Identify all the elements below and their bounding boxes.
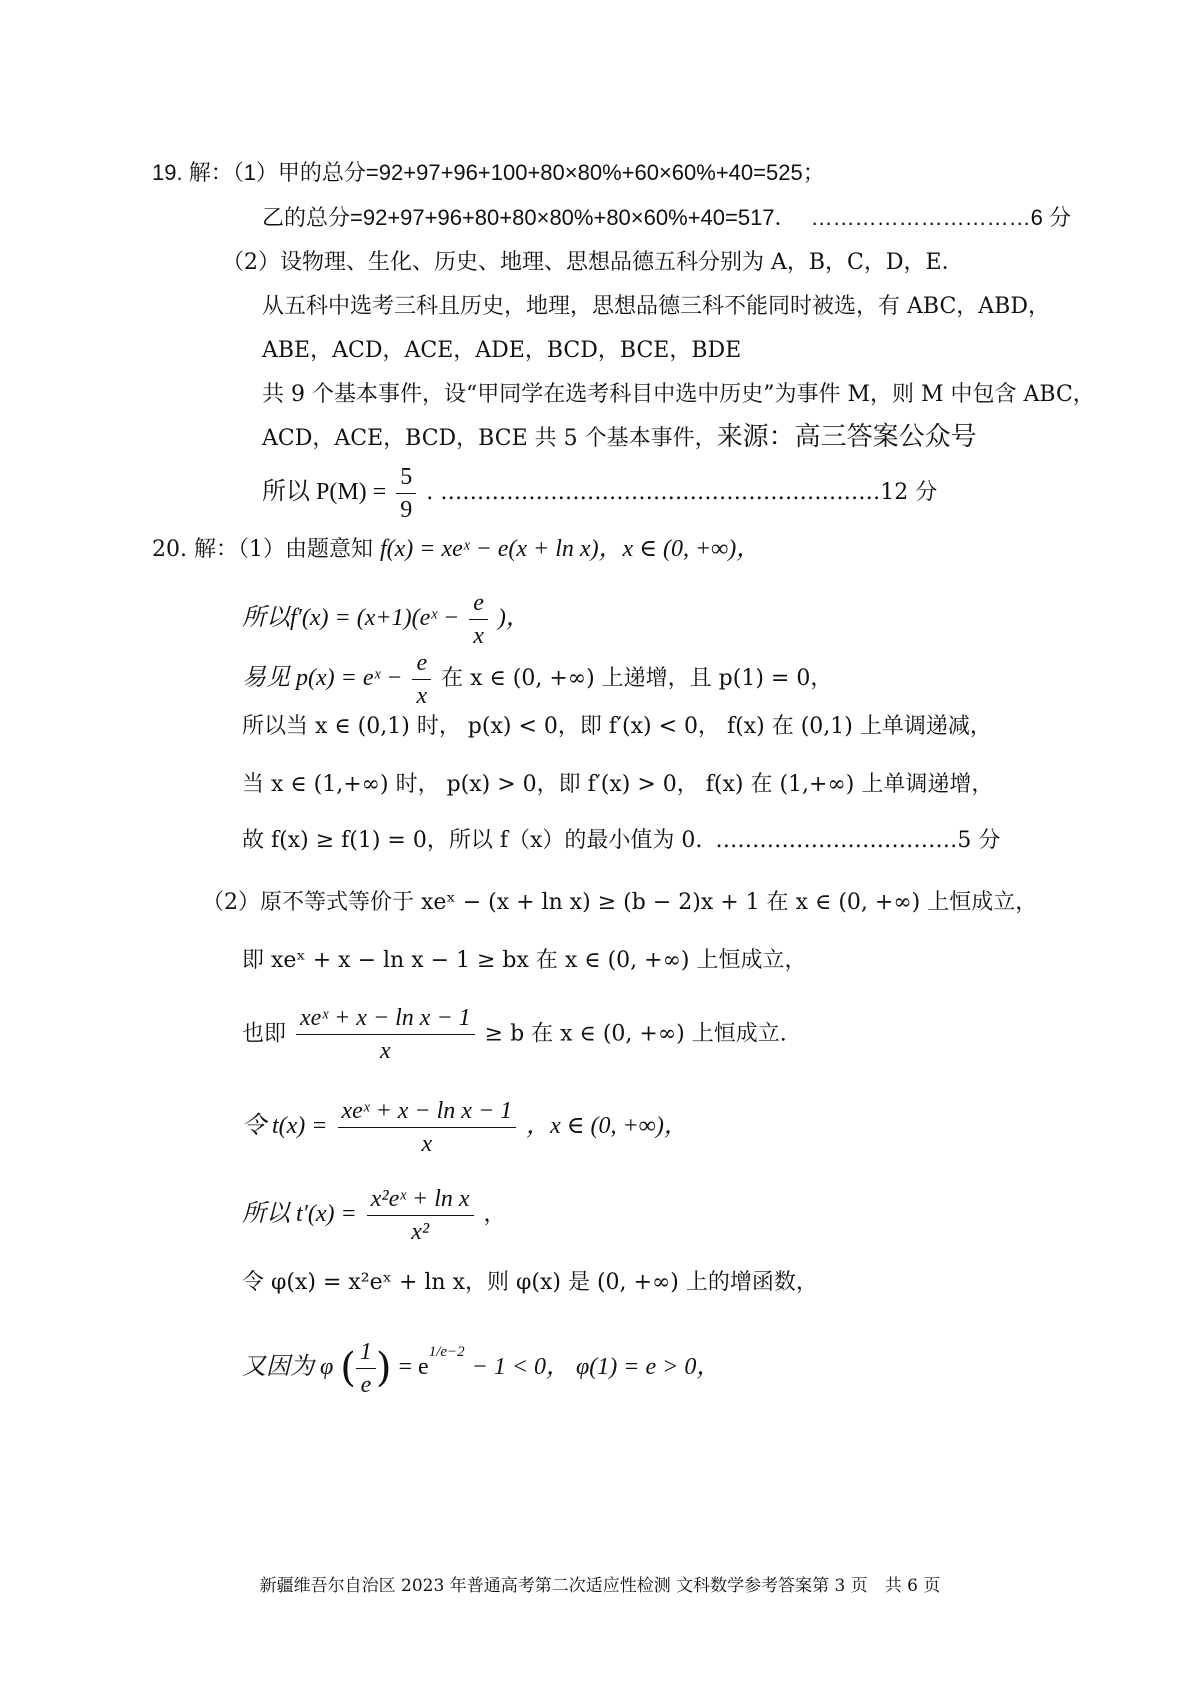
q19-line-7-text: ACD，ACE，BCD，BCE 共 5 个基本事件， <box>262 426 717 451</box>
fraction-numerator: 1 <box>356 1338 376 1369</box>
p-function-note: 在 x ∈ (0, +∞) 上递增，且 p(1) = 0， <box>441 666 833 691</box>
t-derivative-label: 所以 t′(x) = <box>242 1201 357 1227</box>
q20-line-3 <box>242 648 832 708</box>
fraction-denominator: x <box>416 682 428 709</box>
q19-line-2-score: …………………………6 分 <box>810 205 1072 230</box>
q20-line-6-text: 故 f(x) ≥ f(1) = 0，所以 f（x）的最小值为 0. <box>242 828 703 853</box>
function-definition: f(x) = xeˣ − e(x + ln x)，x ∈ (0, +∞)， <box>379 536 761 562</box>
q20-line-5: 当 x ∈ (1,+∞) 时， p(x) > 0，即 f′(x) > 0， f(x) 在 (1,+∞) 上单调递增， <box>242 772 994 797</box>
q19-line-6: 共 9 个基本事件，设“甲同学在选考科目中选中历史”为事件 M，则 M 中包含 ABC， <box>262 382 1095 407</box>
q20-line-6 <box>242 826 1000 856</box>
q20-line-2 <box>242 588 530 648</box>
phi-argument-fraction <box>356 1338 376 1399</box>
q20-line-9 <box>242 1004 787 1064</box>
q20-line-7: （2）原不等式等价于 xeˣ − (x + ln x) ≥ (b − 2)x + 1 在 x ∈ (0, +∞) 上恒成立， <box>202 890 1038 915</box>
fraction-denominator: e <box>360 1371 372 1398</box>
inequality-fraction <box>296 1004 475 1065</box>
phi-inequalities: − 1 < 0， φ(1) = e > 0， <box>471 1354 721 1380</box>
q20-line-1 <box>152 534 760 565</box>
fraction-numerator: 5 <box>396 463 416 494</box>
t-function-label: 令 t(x) = <box>242 1113 328 1139</box>
page-footer: 新疆维吾尔自治区 2023 年普通高考第二次适应性检测 文科数学参考答案第 3 页 共 6 页 <box>259 1576 941 1596</box>
derivative-fraction <box>469 589 488 650</box>
q19-line-8 <box>262 462 937 522</box>
q19-line-5: ABE，ACD，ACE，ADE，BCD，BCE，BDE <box>262 338 742 363</box>
fraction-denominator: 9 <box>400 496 413 523</box>
q20-line-4: 所以当 x ∈ (0,1) 时， p(x) < 0，即 f′(x) < 0， f(x) 在 (0,1) 上单调递减， <box>242 714 992 739</box>
q20-line-10 <box>242 1096 688 1156</box>
q19-line-1: 19. 解：（1）甲的总分=92+97+96+100+80×80%+60×60%+40=525； <box>152 160 825 185</box>
q19-line-2 <box>262 203 1071 233</box>
q19-line-8-score: . ……………………………………………………12 分 <box>426 480 938 505</box>
q19-line-3: （2）设物理、生化、历史、地理、思想品德五科分别为 A，B，C，D，E． <box>222 250 964 275</box>
fraction-denominator: x <box>380 1038 391 1064</box>
source-note: 来源：高三答案公众号 <box>716 422 977 452</box>
q20-line-1-label: 20. 解：（1）由题意知 <box>152 537 373 562</box>
derivative-expr-end: )， <box>497 605 530 631</box>
q20-line-8: 即 xeˣ + x − ln x − 1 ≥ bx 在 x ∈ (0, +∞) 上恒成立， <box>242 948 807 973</box>
p-function-expr: 易见 p(x) = eˣ − <box>242 665 403 691</box>
q20-line-9-text: ≥ b 在 x ∈ (0, +∞) 上恒成立. <box>484 1021 787 1047</box>
right-paren: ) <box>375 1345 392 1391</box>
derivative-expr: 所以f′(x) = (x+1)(eˣ − <box>242 605 460 631</box>
fraction-numerator: xeˣ + x − ln x − 1 <box>338 1097 517 1128</box>
q20-line-11 <box>242 1184 506 1244</box>
q20-line-9-label: 也即 <box>242 1021 287 1047</box>
t-function-fraction <box>338 1097 517 1158</box>
q20-line-6-score: ……………………………5 分 <box>715 828 1001 853</box>
phi-exponent: 1/e−2 <box>428 1344 465 1360</box>
t-derivative-fraction <box>367 1185 474 1246</box>
phi-value-base: = e <box>398 1354 429 1380</box>
probability-label: 所以 P(M) = <box>262 479 387 505</box>
q20-line-13 <box>242 1322 721 1398</box>
fraction-denominator: x² <box>411 1218 430 1245</box>
fraction-numerator: x²eˣ + ln x <box>367 1185 474 1216</box>
probability-fraction <box>396 463 416 524</box>
p-function-fraction <box>412 649 431 710</box>
q19-line-4: 从五科中选考三科且历史，地理，思想品德三科不能同时被选，有 ABC，ABD， <box>262 294 1050 319</box>
fraction-numerator: e <box>412 649 431 680</box>
fraction-denominator: x <box>421 1130 433 1157</box>
q19-line-7 <box>262 422 977 454</box>
q19-line-2-text: 乙的总分=92+97+96+80+80×80%+80×60%+40=517． <box>262 205 797 230</box>
q20-line-12: 令 φ(x) = x²eˣ + ln x，则 φ(x) 是 (0, +∞) 上的增函数， <box>242 1270 818 1295</box>
t-derivative-end: ， <box>483 1202 506 1227</box>
fraction-numerator: e <box>469 589 488 620</box>
t-function-domain: ，x ∈ (0, +∞)， <box>526 1113 688 1139</box>
phi-label: 又因为 φ <box>242 1354 334 1380</box>
fraction-numerator: xeˣ + x − ln x − 1 <box>296 1004 475 1035</box>
left-paren: ( <box>340 1345 356 1391</box>
fraction-denominator: x <box>473 622 484 649</box>
